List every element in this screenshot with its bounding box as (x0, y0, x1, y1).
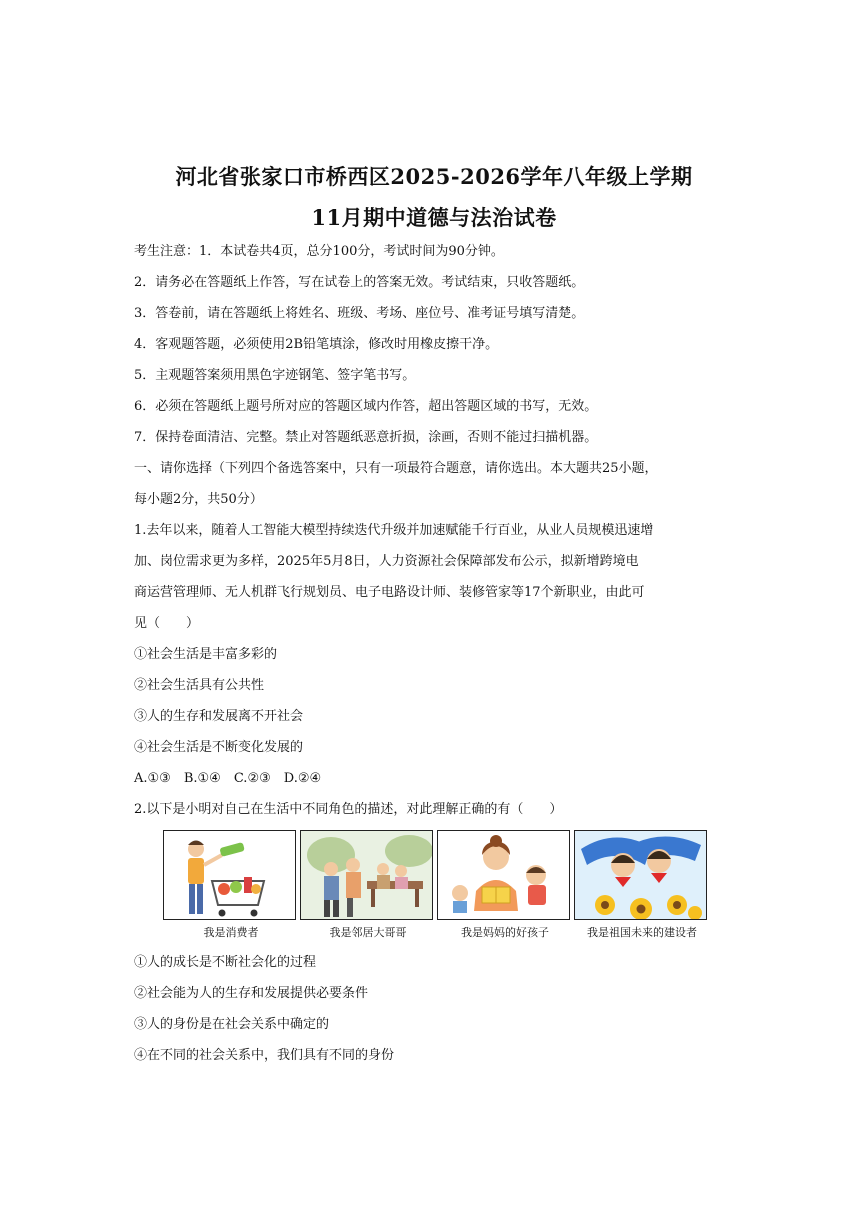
caption-consumer: 我是消费者 (203, 926, 259, 939)
note-line: 6．必须在答题纸上题号所对应的答题区域内作答，超出答题区域的书写，无效。 (134, 399, 598, 414)
q1-stem-line: 1.去年以来，随着人工智能大模型持续迭代升级并加速赋能千行百业，从业人员规模迅速增 (134, 523, 654, 538)
q1-option: ③人的生存和发展离不开社会 (134, 709, 304, 724)
note-line: 5．主观题答案须用黑色字迹钢笔、签字笔书写。 (134, 368, 416, 383)
future-builders-illustration (574, 830, 707, 920)
caption-good-child: 我是妈妈的好孩子 (461, 926, 549, 939)
q2-stem: 2.以下是小明对自己在生活中不同角色的描述，对此理解正确的有（ ） (134, 802, 563, 817)
q2-option: ②社会能为人的生存和发展提供必要条件 (134, 986, 369, 1001)
q1-stem-line: 见（ ） (134, 616, 200, 631)
q1-choices: A.①③ B.①④ C.②③ D.②④ (134, 771, 322, 786)
q2-option: ③人的身份是在社会关系中确定的 (134, 1017, 330, 1032)
exam-title-line1: 河北省张家口市桥西区2025-2026学年八年级上学期 (175, 164, 693, 189)
note-line: 3．答卷前，请在答题纸上将姓名、班级、考场、座位号、准考证号填写清楚。 (134, 306, 585, 321)
neighbor-illustration (300, 830, 433, 920)
consumer-illustration (163, 830, 296, 920)
q2-figure-row (163, 830, 707, 922)
note-line: 4．客观题答题，必须使用2B铅笔填涂，修改时用橡皮擦干净。 (134, 337, 499, 352)
section-heading: 一、请你选择（下列四个备选答案中，只有一项最符合题意，请你选出。本大题共25小题， (134, 461, 658, 476)
q2-option: ①人的成长是不断社会化的过程 (134, 955, 317, 970)
section-heading-cont: 每小题2分，共50分） (134, 492, 263, 507)
exam-title-line2: 11月期中道德与法治试卷 (311, 205, 557, 230)
q1-option: ④社会生活是不断变化发展的 (134, 740, 304, 755)
mother-child-illustration (437, 830, 570, 920)
note-line: 7．保持卷面清洁、完整。禁止对答题纸恶意折损，涂画，否则不能过扫描机器。 (134, 430, 598, 445)
q2-option: ④在不同的社会关系中，我们具有不同的身份 (134, 1048, 395, 1063)
caption-neighbor: 我是邻居大哥哥 (329, 926, 407, 939)
note-line: 2．请务必在答题纸上作答，写在试卷上的答案无效。考试结束，只收答题纸。 (134, 275, 585, 290)
q1-stem-line: 商运营管理师、无人机群飞行规划员、电子电路设计师、装修管家等17个新职业，由此可 (134, 585, 645, 600)
q1-option: ①社会生活是丰富多彩的 (134, 647, 278, 662)
caption-future-builder: 我是祖国未来的建设者 (587, 926, 697, 939)
note-line: 考生注意：1．本试卷共4页，总分100分，考试时间为90分钟。 (134, 244, 504, 259)
q1-option: ②社会生活具有公共性 (134, 678, 265, 693)
q1-stem-line: 加、岗位需求更为多样，2025年5月8日，人力资源社会保障部发布公示，拟新增跨境电 (134, 554, 639, 569)
